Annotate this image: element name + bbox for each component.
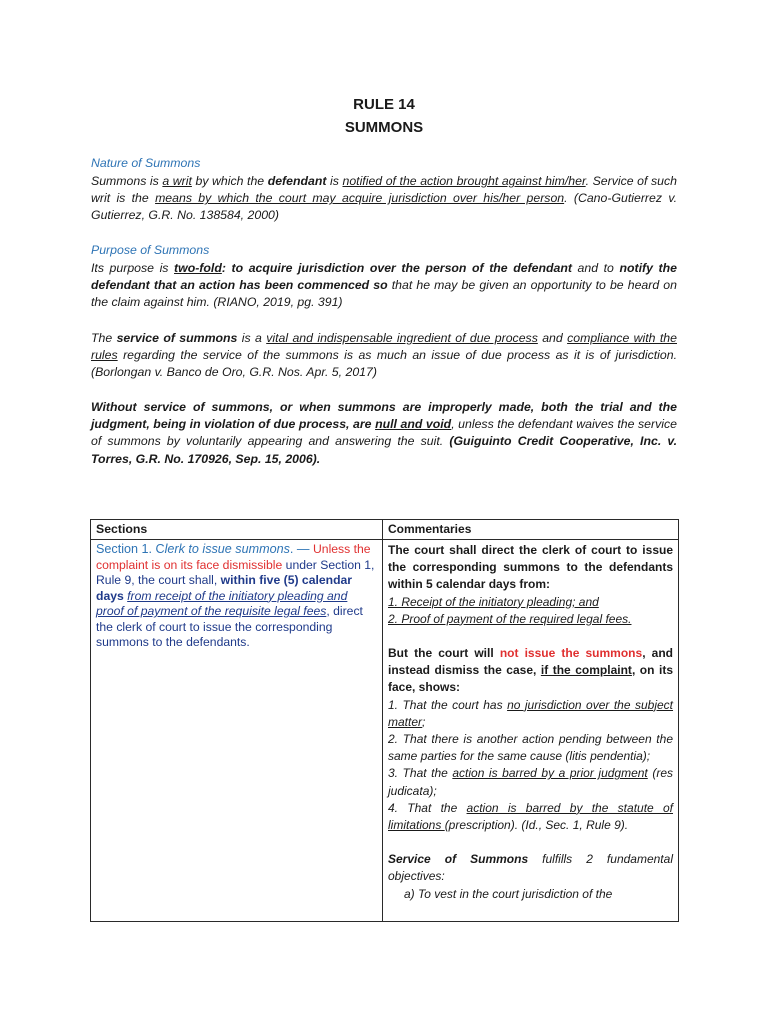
text: : to acquire jurisdiction over the person of the defendant (221, 261, 572, 275)
text: within five (5) calendar days (96, 573, 353, 603)
text: , unless the defendant waives the service of summons by voluntarily appearing and answering the suit. (91, 417, 677, 449)
text: regarding the service of the summons is as much an issue of due process as it is of jurisdiction. (Borlongan v. Banco de Oro, G.R. Nos. Apr. 5, 2017) (91, 348, 677, 380)
table-header-row (91, 520, 679, 540)
text: 4. That the (388, 800, 467, 815)
spacer (388, 834, 673, 851)
text: vital and indispensable ingredient of due process (266, 331, 538, 345)
text: fulfills 2 fundamental objectives: (388, 852, 673, 884)
text: action is barred by a prior judgment (452, 766, 648, 781)
section-cell (91, 540, 383, 922)
text: that he may be given an opportunity to be heard on the claim against him. (RIANO, 2019, pg. 391) (91, 278, 677, 310)
sections-table (90, 519, 679, 922)
text: . (Cano-Gutierrez v. Gutierrez, G.R. No. 138584, 2000) (91, 191, 677, 223)
text: means by which the court may acquire jurisdiction over his/her person (155, 191, 565, 206)
purpose-paragraph (91, 260, 677, 312)
nature-paragraph (91, 173, 677, 225)
text: and to (571, 261, 620, 275)
spacer (388, 628, 673, 645)
text: Without service of summons, or when summons are improperly made, both the trial and the judgment, being in violation of due process, are (91, 400, 677, 432)
sections-column-header: Sections (91, 520, 383, 540)
text: Summons is (91, 174, 163, 188)
text: ; (422, 714, 426, 729)
text: null and void (375, 417, 452, 432)
section-heading: lerk to issue summons (164, 542, 290, 556)
text: 3. That the (388, 766, 453, 781)
text: , and instead dismiss the case, (388, 646, 673, 678)
list-item: 1. Receipt of the initiatory pleading; and (388, 594, 599, 609)
text: , direct the clerk of court to issue the corresponding summons to the defendants. (96, 604, 363, 649)
text: is a (237, 331, 267, 345)
rule-number: RULE 14 (353, 96, 415, 113)
text: not issue the summons (499, 646, 643, 661)
text: But the court will (388, 646, 500, 661)
rule-title: SUMMONS (344, 119, 424, 136)
nature-heading: Nature of Summons (91, 156, 201, 170)
text: is (326, 174, 343, 188)
text: compliance with the rules (91, 331, 677, 363)
text: . Service of such writ is the (91, 174, 677, 206)
text: service of summons (116, 331, 238, 345)
text: no jurisdiction over the subject matter (388, 697, 674, 729)
commentary-cell (383, 540, 679, 922)
text: under Section 1, Rule 9, the court shall, (96, 557, 375, 587)
text: notified of the action brought against him/her (342, 174, 586, 188)
text: (res judicata); (388, 766, 673, 798)
commentaries-column-header: Commentaries (383, 520, 679, 540)
text: two-fold (174, 261, 222, 275)
service-paragraph (91, 330, 677, 382)
text: , on its face, shows: (388, 663, 673, 695)
table-row (91, 540, 679, 922)
text: a writ (162, 174, 192, 188)
list-item: a) To vest in the court jurisdiction of the (404, 886, 613, 901)
text: The court shall direct the clerk of court to issue the corresponding summons to the defendants within 5 calendar days from: (388, 543, 673, 592)
purpose-heading: Purpose of Summons (91, 243, 210, 257)
text: notify the defendant that an action has been commenced so (91, 261, 677, 293)
text: 1. That the court has (388, 697, 508, 712)
text: Service of Summons (388, 852, 529, 867)
list-item: 2. That there is another action pending between the same parties for the same cause (litis pendentia); (388, 732, 673, 764)
text: (Guiguinto Credit Cooperative, Inc. v. Torres, G.R. No. 170926, Sep. 15, 2006). (91, 434, 677, 466)
text: and (537, 331, 568, 345)
text: defendant (267, 174, 327, 188)
text: Unless the complaint is on its face dismissible (96, 542, 371, 572)
text: by which the (191, 174, 268, 188)
list-item: 2. Proof of payment of the required legal fees. (388, 611, 632, 626)
text: if the complaint (540, 663, 632, 678)
text: The (91, 331, 117, 345)
text: Its purpose is (91, 261, 175, 275)
section-heading: Section 1. C (96, 542, 165, 556)
text: (prescription). (Id., Sec. 1, Rule 9). (444, 818, 629, 833)
text: . — (289, 542, 313, 556)
without-paragraph (91, 399, 677, 468)
text: action is barred by the statute of limitations (388, 800, 674, 833)
text: from receipt of the initiatory pleading and proof of payment of the requisite legal fees (96, 588, 348, 618)
